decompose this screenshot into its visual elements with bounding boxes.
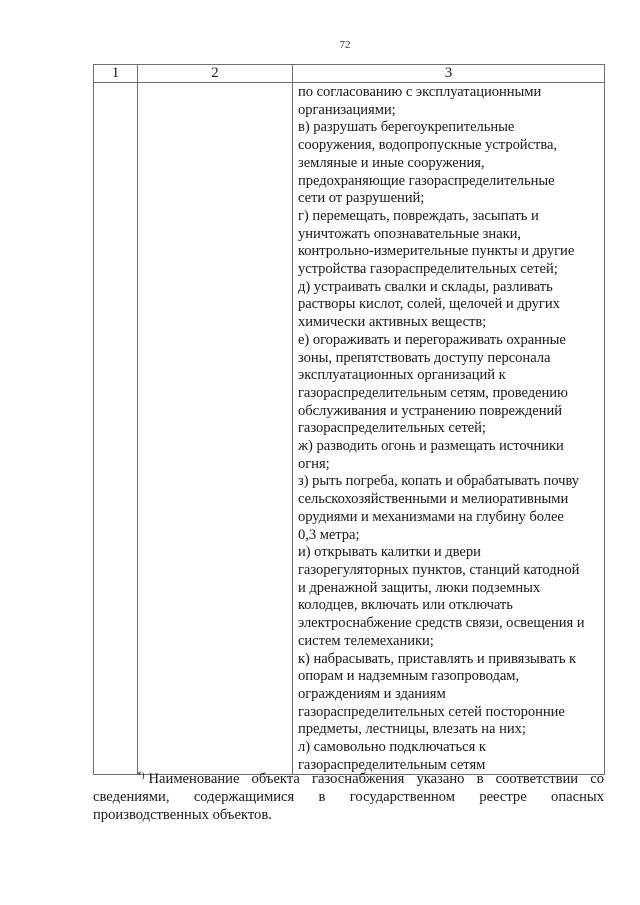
text-line: и дренажной защиты, люки подземных	[298, 579, 541, 596]
text-line: г) перемещать, повреждать, засыпать и	[298, 207, 539, 224]
text-line: и) открывать калитки и двери	[298, 544, 481, 561]
column-header-2: 2	[138, 65, 293, 83]
document-table	[93, 64, 605, 775]
text-line: сооружения, водопропускные устройства,	[298, 137, 557, 154]
column-header-1: 1	[94, 65, 138, 83]
text-line: предметы, лестницы, влезать на них;	[298, 721, 526, 738]
text-line: сети от разрушений;	[298, 190, 425, 207]
prohibitions-text	[293, 83, 604, 774]
text-line: з) рыть погреба, копать и обрабатывать почву	[298, 473, 580, 490]
text-line: е) огораживать и перегораживать охранные	[298, 331, 566, 348]
text-line: газораспределительных сетей посторонние	[298, 703, 565, 720]
text-line: газорегуляторных пунктов, станций катодной	[298, 561, 580, 578]
table-cell-col3	[293, 83, 605, 775]
footnote-line-2: сведениями, содержащимися в государственном реестре опасных	[93, 788, 604, 805]
footnote-line-3: производственных объектов.	[93, 806, 272, 823]
text-line: ограждениям и зданиям	[298, 685, 446, 702]
footnote	[93, 767, 604, 824]
text-line: л) самовольно подключаться к	[298, 739, 486, 756]
text-line: уничтожать опознавательные знаки,	[298, 225, 521, 242]
text-line: устройства газораспределительных сетей;	[298, 261, 558, 278]
table-row	[94, 83, 605, 775]
text-line: контрольно-измерительные пункты и другие	[298, 243, 575, 260]
table-header-row	[94, 65, 605, 83]
text-line: д) устраивать свалки и склады, разливать	[298, 278, 553, 295]
text-line: опорам и надземным газопроводам,	[298, 668, 520, 685]
page-number: 72	[339, 39, 351, 51]
text-line: огня;	[298, 455, 330, 472]
text-line: колодцев, включать или отключать	[298, 597, 513, 614]
text-line: 0,3 метра;	[298, 526, 360, 543]
text-line: газораспределительных сетей;	[298, 420, 486, 437]
text-line: систем телемеханики;	[298, 632, 434, 649]
text-line: ж) разводить огонь и размещать источники	[298, 438, 564, 455]
text-line: земляные и иные сооружения,	[298, 154, 485, 171]
column-header-3: 3	[293, 65, 605, 83]
table-cell-col1	[94, 83, 138, 775]
text-line: орудиями и механизмами на глубину более	[298, 508, 564, 525]
text-line: организациями;	[298, 101, 396, 118]
text-line: в) разрушать берегоукрепительные	[298, 119, 515, 136]
text-line: газораспределительным сетям, проведению	[298, 384, 568, 401]
text-line: обслуживания и устранению повреждений	[298, 402, 562, 419]
text-line: эксплуатационных организаций к	[298, 367, 506, 384]
text-line: электроснабжение средств связи, освещения и	[298, 615, 585, 632]
table-cell-col2	[138, 83, 293, 775]
text-line: газораспределительным сетям	[298, 756, 486, 773]
text-line: зоны, препятствовать доступу персонала	[298, 349, 551, 366]
text-line: по согласованию с эксплуатационными	[298, 84, 542, 100]
text-line: предохраняющие газораспределительные	[298, 172, 555, 189]
text-line: химически активных веществ;	[298, 314, 487, 331]
text-line: к) набрасывать, приставлять и привязывать к	[298, 650, 577, 667]
footnote-line-1	[93, 767, 604, 789]
text-line: растворы кислот, солей, щелочей и других	[298, 296, 560, 313]
footnote-marker: *)	[137, 770, 145, 780]
footnote-text-1: Наименование объекта газоснабжения указано в соответствии со	[148, 771, 604, 787]
text-line: сельскохозяйственными и мелиоративными	[298, 491, 569, 508]
